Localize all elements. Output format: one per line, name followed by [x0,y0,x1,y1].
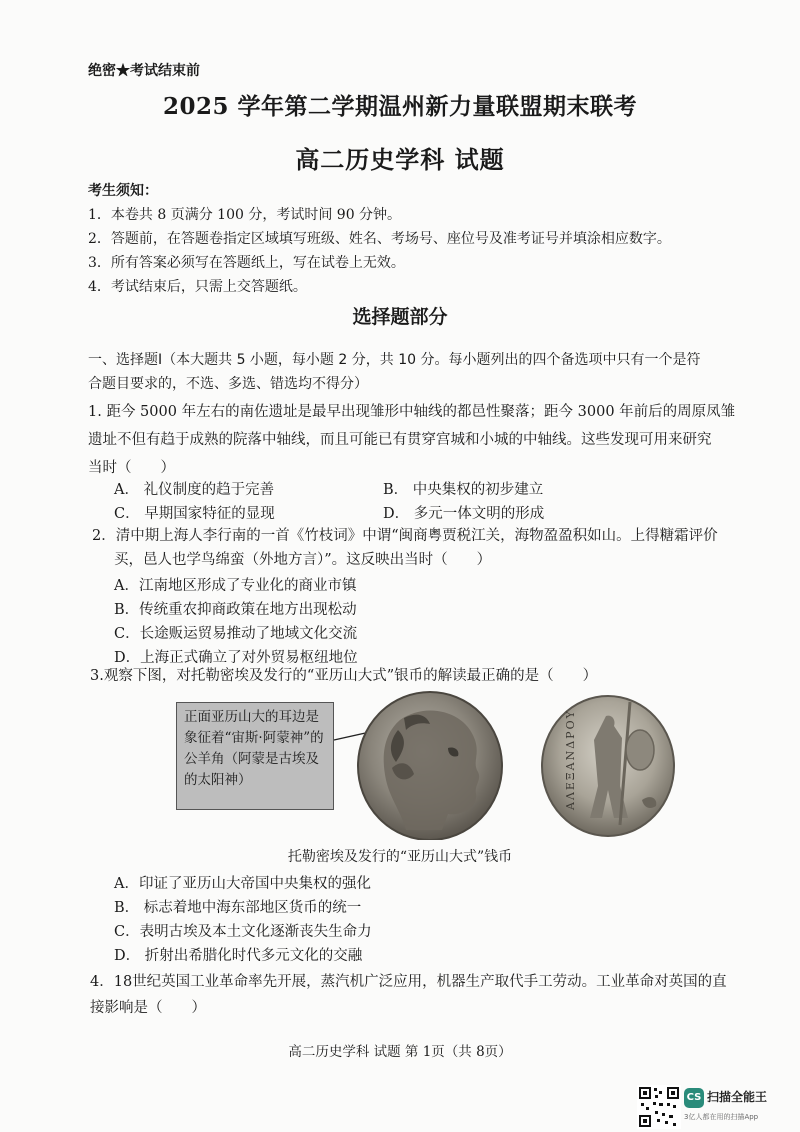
coin-inscription: ΑΛΕΞΑΝΔΡΟΥ [564,709,577,810]
question-3-option-a: A．印证了亚历山大帝国中央集权的强化 [114,876,371,892]
notice-item: 2．答题前，在答题卷指定区域填写班级、姓名、考场号、座位号及准考证号并填涂相应数字。 [88,231,671,247]
question-3-option-d: D． 折射出希腊化时代多元文化的交融 [114,948,363,964]
coin-reverse [542,696,674,836]
exam-subtitle: 高二历史学科 试题 [295,145,505,174]
question-3-option-b: B． 标志着地中海东部地区货币的统一 [114,900,362,916]
qr-code-icon [637,1085,681,1129]
question-2-option-a: A．江南地区形成了专业化的商业市镇 [114,578,357,594]
question-4-line: 接影响是（ ） [90,1000,206,1016]
scanner-logo-icon: CS [684,1088,704,1108]
question-2-line: 2．清中期上海人李行南的一首《竹枝词》中谓“闽商粤贾税江关，海物盈盈积如山。上得糖霜评价 [92,528,718,544]
question-3-option-c: C．表明古埃及本土文化逐渐丧失生命力 [114,924,372,940]
question-2-option-b: B．传统重农抑商政策在地方出现松动 [114,602,357,618]
section-title: 选择题部分 [352,306,448,328]
question-3-line: 3.观察下图，对托勒密埃及发行的“亚历山大式”银币的解读最正确的是（ ） [90,668,598,684]
exam-title: 2025 学年第二学期温州新力量联盟期末联考 [162,93,638,120]
confidential-label: 绝密★考试结束前 [88,63,200,79]
notice-item: 1．本卷共 8 页满分 100 分，考试时间 90 分钟。 [88,207,402,223]
question-1-line: 当时（ ） [88,460,175,476]
question-2-line: 买，邑人也学鸟绵蛮（外地方言）”。这反映出当时（ ） [114,552,492,568]
question-1-option-b: B． 中央集权的初步建立 [383,482,544,498]
part-heading-line: 一、选择题Ⅰ（本大题共 5 小题，每小题 2 分，共 10 分。每小题列出的四个备选项中只有一个是符 [88,352,701,368]
question-2-option-d: D．上海正式确立了对外贸易枢纽地位 [114,650,358,666]
coin-figure [330,690,710,840]
question-1-option-d: D． 多元一体文明的形成 [383,506,545,522]
question-1-option-a: A． 礼仪制度的趋于完善 [114,482,275,498]
question-1-option-c: C． 早期国家特征的显现 [114,506,275,522]
question-2-option-c: C．长途贩运贸易推动了地域文化交流 [114,626,358,642]
question-1-line: 1. 距今 5000 年左右的南佐遗址是最早出现雏形中轴线的都邑性聚落；距今 3000 年前后的周原凤雏 [88,404,736,420]
question-1-line: 遗址不但有趋于成熟的院落中轴线，而且可能已有贯穿宫城和小城的中轴线。这些发现可用来研究 [88,432,712,448]
question-4-line: 4．18世纪英国工业革命率先开展，蒸汽机广泛应用，机器生产取代手工劳动。工业革命对英国的直 [90,974,727,990]
figure-annotation: 正面亚历山大的耳边是象征着“宙斯·阿蒙神”的公羊角（阿蒙是古埃及的太阳神） [176,702,334,810]
notice-item: 4．考试结束后，只需上交答题纸。 [88,279,307,295]
scanner-app-tagline: 3亿人都在用的扫描App [684,1113,759,1121]
part-heading-line: 合题目要求的，不选、多选、错选均不得分） [88,376,368,392]
coin-obverse [358,692,502,840]
part-heading [88,348,728,396]
notice-heading: 考生须知： [88,183,158,199]
page-footer: 高二历史学科 试题 第 1页（共 8页） [288,1044,512,1060]
figure-caption: 托勒密埃及发行的“亚历山大式”钱币 [287,849,513,865]
notice-item: 3．所有答案必须写在答题纸上，写在试卷上无效。 [88,255,405,271]
scanner-app-name: 扫描全能王 [707,1090,768,1104]
